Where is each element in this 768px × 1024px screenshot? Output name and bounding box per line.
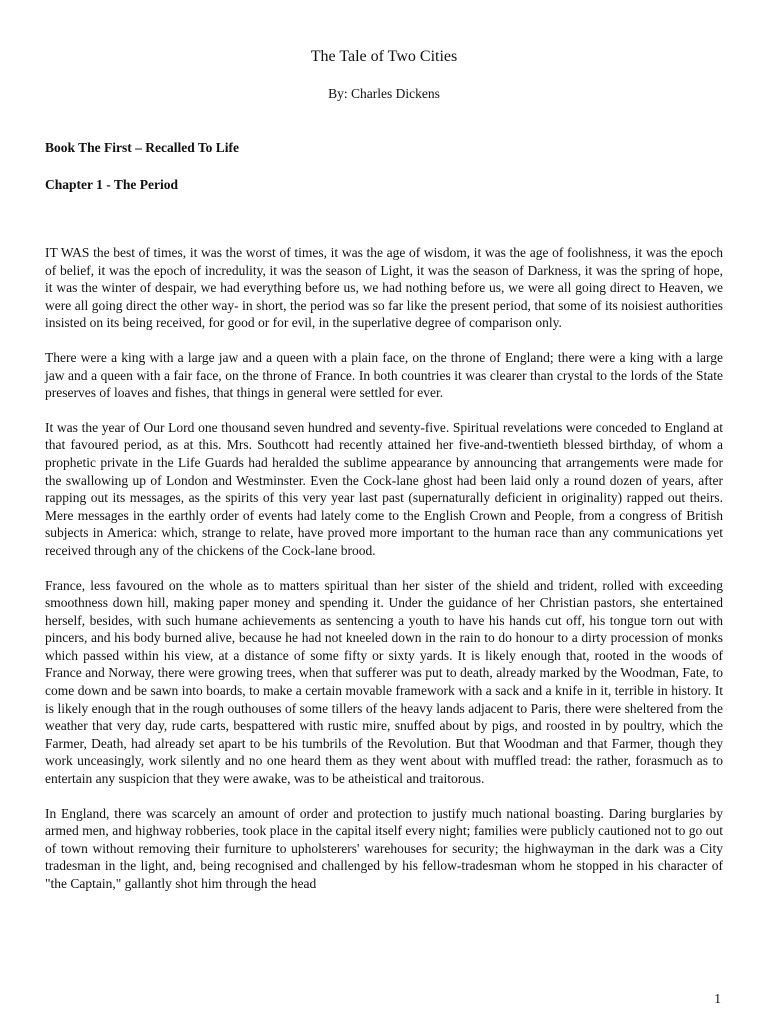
chapter-body: [45, 244, 723, 910]
book-heading: Book The First – Recalled To Life: [45, 140, 240, 155]
page-number: 1: [714, 991, 721, 1006]
paragraph: IT WAS the best of times, it was the worst of times, it was the age of wisdom, it was the age of foolishness, it was the epoch of belief, it was the epoch of incredulity, it was the season of Light, it was the season of Darkness, it was the spring of hope, it was the winter of despair, we had everything before us, we had nothing before us, we were all going direct to Heaven, we were all going direct the other way- in short, the period was so far like the present period, that some of its noisiest authorities insisted on its being received, for good or for evil, in the superlative degree of comparison only.: [45, 245, 723, 331]
paragraph: There were a king with a large jaw and a queen with a plain face, on the throne of England; there were a king with a large jaw and a queen with a fair face, on the throne of France. In both countries it was clearer than crystal to the lords of the State preserves of loaves and fishes, that things in general were settled for ever.: [45, 349, 723, 401]
document-page: [45, 0, 723, 1024]
author-byline: By: Charles Dickens: [328, 86, 440, 101]
chapter-heading: Chapter 1 - The Period: [45, 177, 178, 192]
paragraph: France, less favoured on the whole as to matters spiritual than her sister of the shield and trident, rolled with exceeding smoothness down hill, making paper money and spending it. Under the guidance of her Christian pastors, she entertained herself, besides, with such humane achievements as sentencing a youth to have his hands cut off, his tongue torn out with pincers, and his body burned alive, because he had not kneeled down in the rain to do honour to a dirty procession of monks which passed within his view, at a distance of some fifty or sixty yards. It is likely enough that, rooted in the woods of France and Norway, there were growing trees, when that sufferer was put to death, already marked by the Woodman, Fate, to come down and be sawn into boards, to make a certain movable framework with a sack and a knife in it, terrible in history. It is likely enough that in the rough outhouses of some tillers of the heavy lands adjacent to Paris, there were sheltered from the weather that very day, rude carts, bespattered with rustic mire, snuffed about by pigs, and roosted in by poultry, which the Farmer, Death, had already set apart to be his tumbrils of the Revolution. But that Woodman and that Farmer, though they work unceasingly, work silently and no one heard them as they went about with muffled tread: the rather, forasmuch as to entertain any suspicion that they were awake, was to be atheistical and traitorous.: [45, 577, 723, 787]
paragraph: In England, there was scarcely an amount of order and protection to justify much national boasting. Daring burglaries by armed men, and highway robberies, took place in the capital itself every night; families were publicly cautioned not to go out of town without removing their furniture to upholsterers' warehouses for security; the highwayman in the dark was a City tradesman in the light, and, being recognised and challenged by his fellow-tradesman whom he stopped in his character of "the Captain," gallantly shot him through the head: [45, 805, 723, 891]
paragraph: It was the year of Our Lord one thousand seven hundred and seventy-five. Spiritual revelations were conceded to England at that favoured period, as at this. Mrs. Southcott had recently attained her five-and-twentieth blessed birthday, of whom a prophetic private in the Life Guards had heralded the sublime appearance by announcing that arrangements were made for the swallowing up of London and Westminster. Even the Cock-lane ghost had been laid only a round dozen of years, after rapping out its messages, as the spirits of this very year last past (supernaturally deficient in originality) rapped out theirs. Mere messages in the earthly order of events had lately come to the English Crown and People, from a congress of British subjects in America: which, strange to relate, have proved more important to the human race than any communications yet received through any of the chickens of the Cock-lane brood.: [45, 419, 723, 558]
document-title: The Tale of Two Cities: [310, 48, 458, 65]
